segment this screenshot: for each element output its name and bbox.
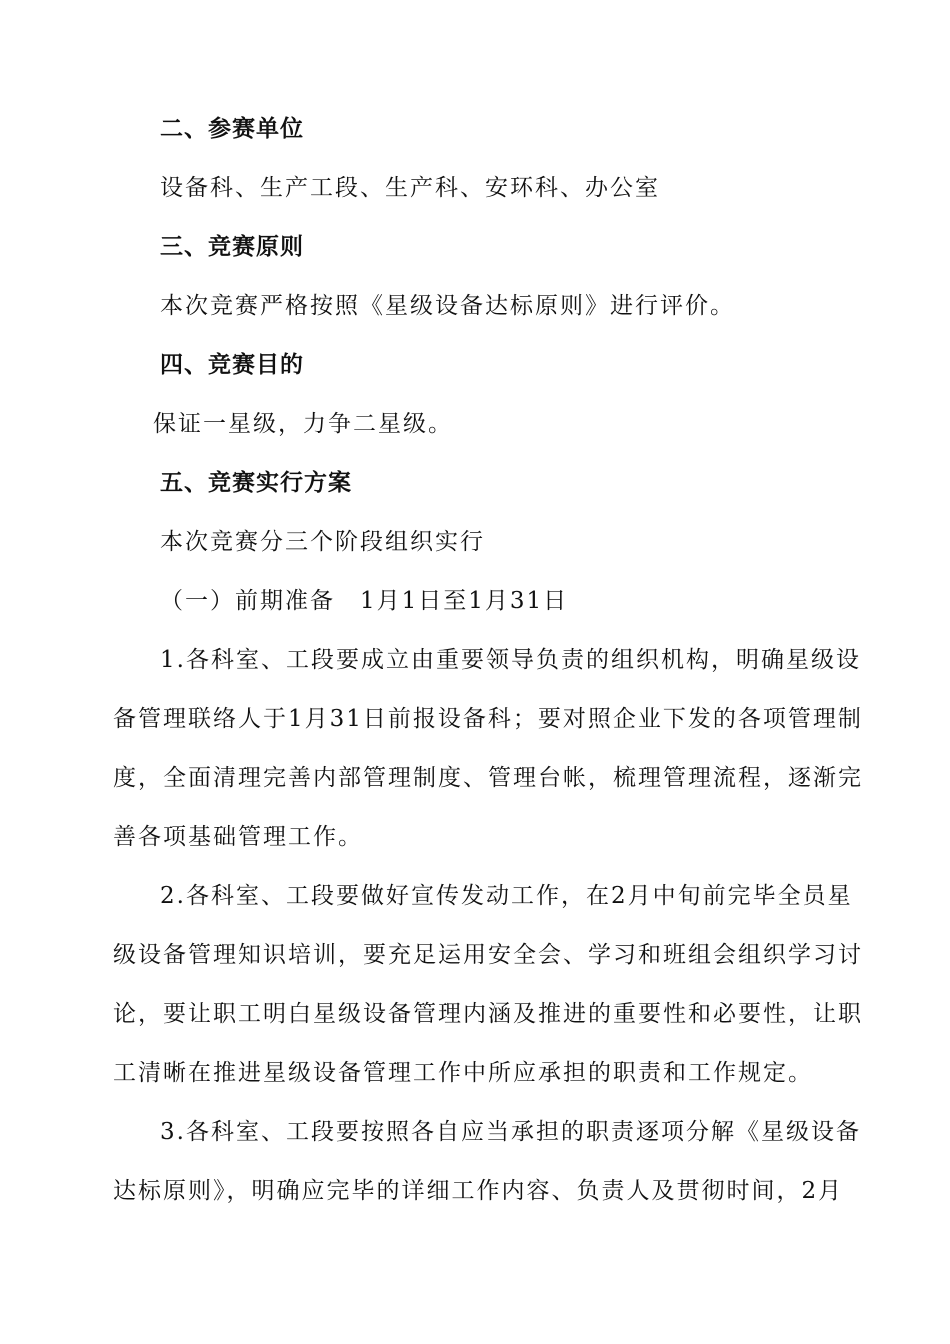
item-1-line-2: 备管理联络人于1月31日前报设备科；要对照企业下发的各项管理制 (113, 706, 863, 732)
section-heading-principles: 三、竞赛原则 (160, 233, 304, 260)
section-heading-purpose: 四、竞赛目的 (160, 351, 304, 378)
section-content-purpose: 保证一星级，力争二星级。 (153, 411, 453, 437)
item-3-line-1: 3.各科室、工段要按照各自应当承担的职责逐项分解《星级设备 (160, 1119, 861, 1145)
section-content-plan: 本次竞赛分三个阶段组织实行 (160, 529, 485, 555)
item-1-line-1: 1.各科室、工段要成立由重要领导负责的组织机构，明确星级设 (160, 647, 861, 673)
item-2-line-1: 2.各科室、工段要做好宣传发动工作，在2月中旬前完毕全员星 (160, 883, 853, 909)
item-1-line-4: 善各项基础管理工作。 (113, 824, 363, 850)
item-3-line-2: 达标原则》，明确应完毕的详细工作内容、负责人及贯彻时间，2月 (113, 1178, 844, 1204)
item-2-line-4: 工清晰在推进星级设备管理工作中所应承担的职责和工作规定。 (113, 1060, 813, 1086)
section-content-principles: 本次竞赛严格按照《星级设备达标原则》进行评价。 (160, 293, 735, 319)
section-heading-plan: 五、竞赛实行方案 (160, 469, 352, 496)
section-heading-participants: 二、参赛单位 (160, 115, 304, 142)
item-2-line-3: 论，要让职工明白星级设备管理内涵及推进的重要性和必要性，让职 (113, 1001, 863, 1027)
item-2-line-2: 级设备管理知识培训，要充足运用安全会、学习和班组会组织学习讨 (113, 942, 863, 968)
section-content-participants: 设备科、生产工段、生产科、安环科、办公室 (160, 175, 660, 201)
phase-title: （一）前期准备 1月1日至1月31日 (160, 588, 569, 614)
item-1-line-3: 度，全面清理完善内部管理制度、管理台帐，梳理管理流程，逐渐完 (113, 765, 863, 791)
